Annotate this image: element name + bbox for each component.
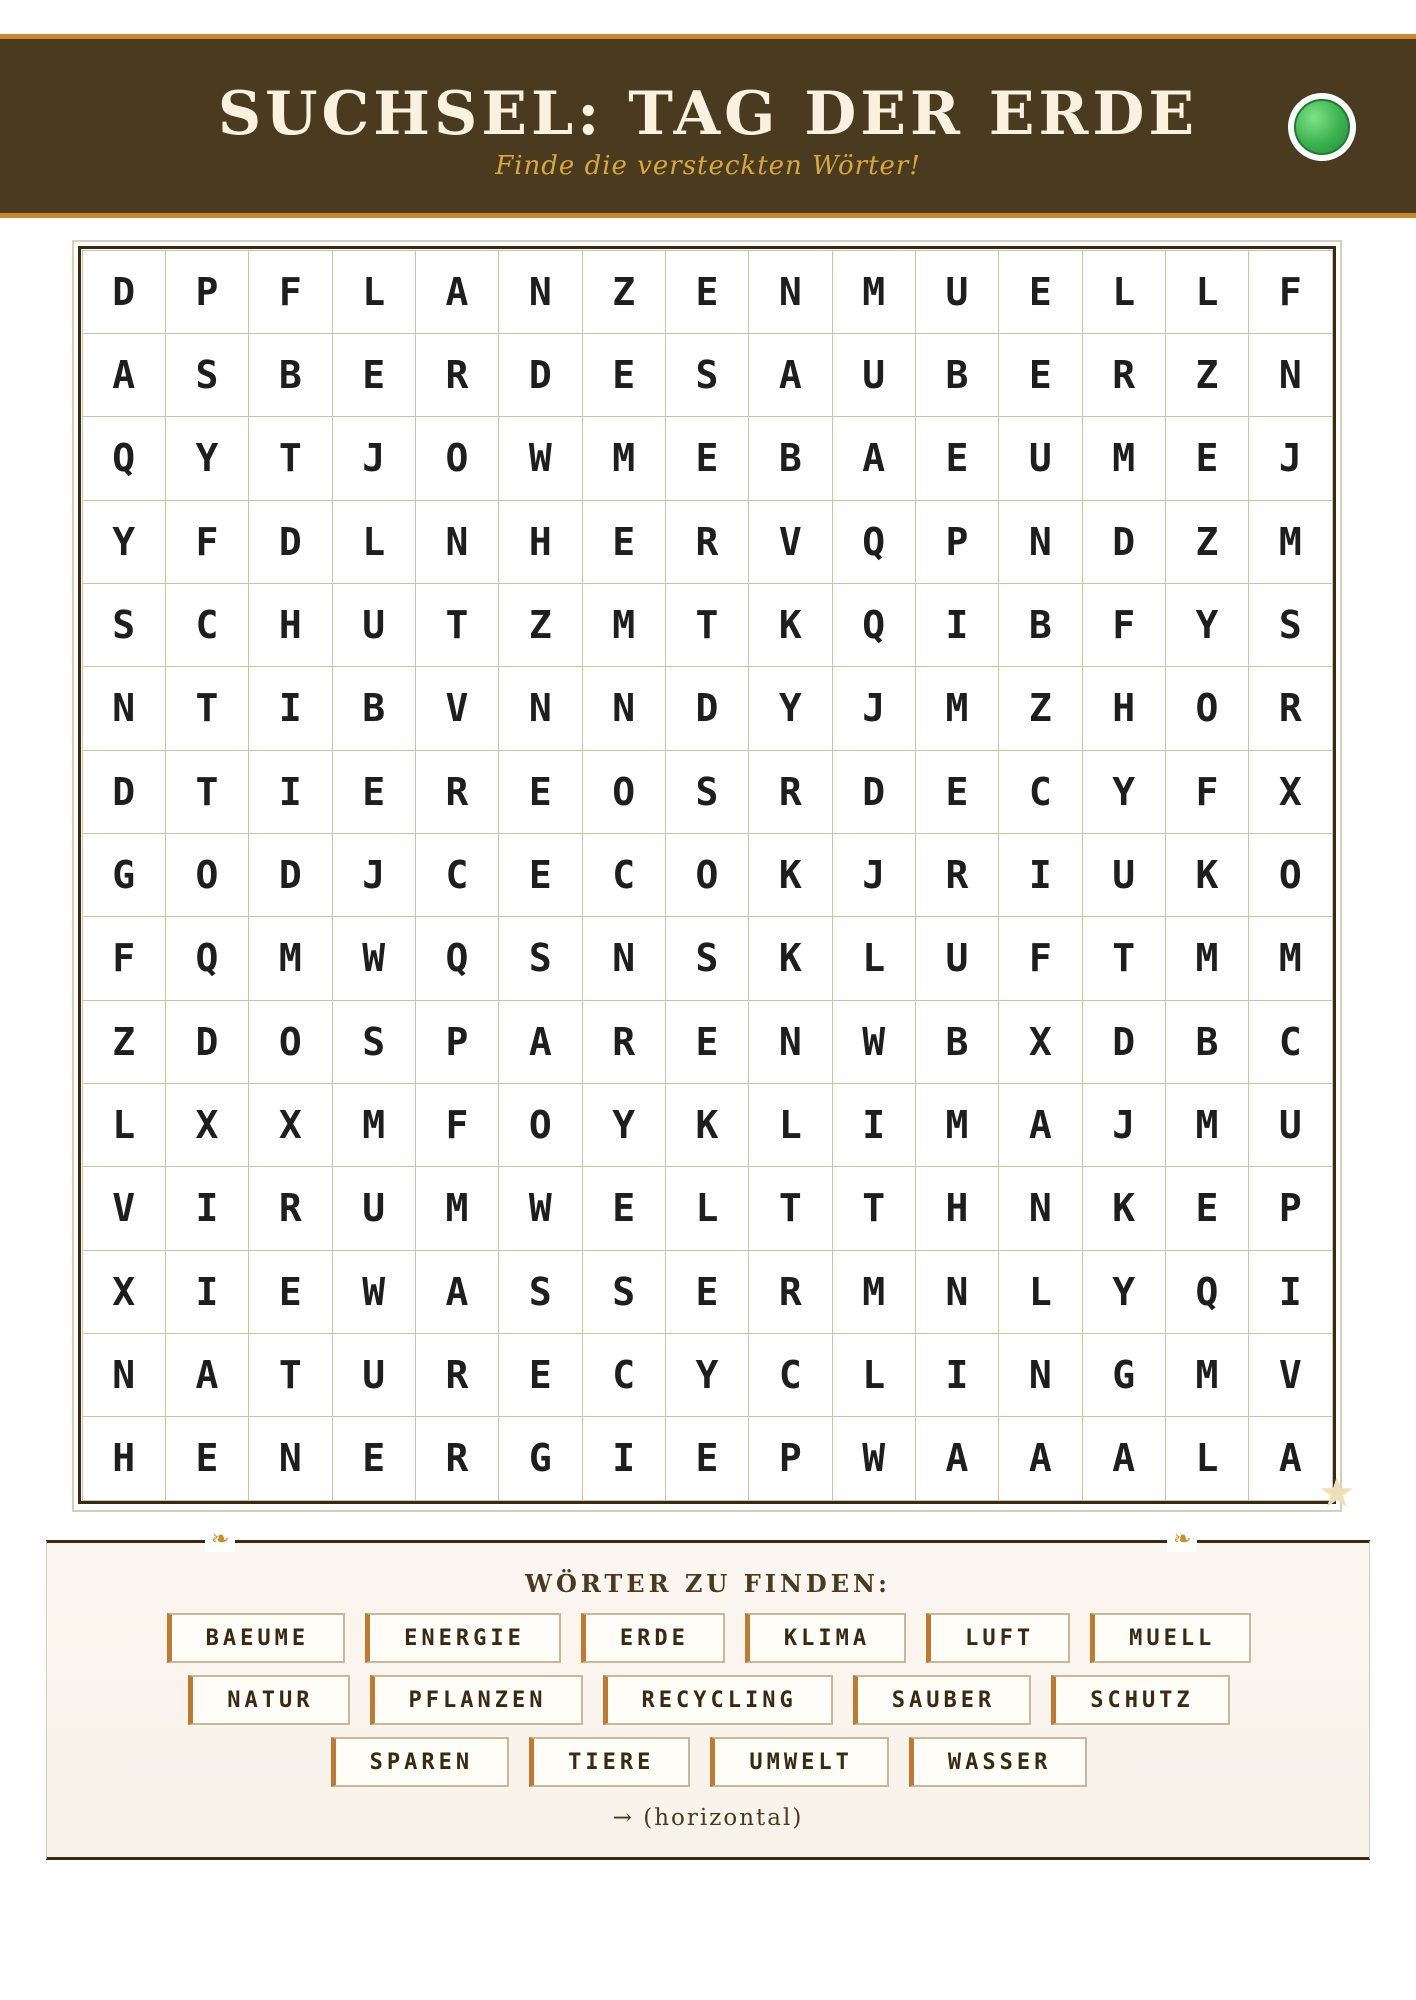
word-tag: ERDE: [581, 1613, 725, 1663]
grid-cell[interactable]: M: [1248, 916, 1332, 1000]
grid-cell[interactable]: V: [415, 666, 499, 750]
grid-cell[interactable]: M: [915, 666, 999, 750]
word-tag: NATUR: [188, 1675, 349, 1725]
grid-cell[interactable]: Z: [498, 583, 582, 667]
grid-cell[interactable]: Q: [165, 916, 249, 1000]
grid-cell[interactable]: E: [582, 1166, 666, 1250]
grid-cell[interactable]: B: [748, 416, 832, 500]
grid-cell[interactable]: Y: [1165, 583, 1249, 667]
word-tag: SAUBER: [853, 1675, 1031, 1725]
grid-cell[interactable]: U: [832, 333, 916, 417]
grid-cell[interactable]: U: [915, 916, 999, 1000]
word-tag: KLIMA: [745, 1613, 906, 1663]
letter-grid: [78, 246, 1336, 1504]
grid-cell[interactable]: M: [915, 1083, 999, 1167]
grid-cell[interactable]: X: [1248, 750, 1332, 834]
grid-cell[interactable]: W: [332, 1250, 416, 1334]
grid-cell[interactable]: A: [1248, 1416, 1332, 1500]
grid-cell[interactable]: Z: [1165, 500, 1249, 584]
grid-cell[interactable]: N: [82, 666, 166, 750]
grid-cell[interactable]: Q: [1165, 1250, 1249, 1334]
grid-cell[interactable]: L: [1165, 250, 1249, 334]
grid-cell[interactable]: C: [1248, 1000, 1332, 1084]
grid-cell[interactable]: S: [582, 1250, 666, 1334]
grid-cell[interactable]: D: [82, 750, 166, 834]
grid-cell[interactable]: T: [1082, 916, 1166, 1000]
word-list: [107, 1613, 1311, 1787]
grid-cell[interactable]: F: [248, 250, 332, 334]
grid-cell[interactable]: N: [82, 1333, 166, 1417]
page-title: SUCHSEL: TAG DER ERDE: [217, 79, 1199, 149]
grid-cell[interactable]: Y: [82, 500, 166, 584]
grid-cell[interactable]: W: [832, 1416, 916, 1500]
grid-cell[interactable]: Z: [1165, 333, 1249, 417]
leaf-ornament-icon: ❧: [205, 1527, 235, 1552]
grid-cell[interactable]: S: [332, 1000, 416, 1084]
grid-cell[interactable]: W: [498, 1166, 582, 1250]
grid-cell[interactable]: R: [1248, 666, 1332, 750]
grid-cell[interactable]: R: [415, 333, 499, 417]
grid-cell[interactable]: N: [415, 500, 499, 584]
grid-cell[interactable]: R: [748, 750, 832, 834]
grid-cell[interactable]: E: [498, 833, 582, 917]
grid-cell[interactable]: E: [498, 750, 582, 834]
word-tag: UMWELT: [710, 1737, 888, 1787]
grid-cell[interactable]: D: [498, 333, 582, 417]
word-tag: LUFT: [926, 1613, 1070, 1663]
grid-cell[interactable]: N: [248, 1416, 332, 1500]
grid-cell[interactable]: U: [332, 583, 416, 667]
grid-cell[interactable]: K: [1165, 833, 1249, 917]
grid-cell[interactable]: C: [748, 1333, 832, 1417]
grid-cell[interactable]: E: [582, 500, 666, 584]
word-tag: ENERGIE: [365, 1613, 561, 1663]
grid-cell[interactable]: T: [665, 583, 749, 667]
grid-cell[interactable]: I: [1248, 1250, 1332, 1334]
grid-cell[interactable]: K: [748, 916, 832, 1000]
grid-cell[interactable]: I: [248, 750, 332, 834]
grid-cell[interactable]: A: [998, 1416, 1082, 1500]
grid-cell[interactable]: V: [82, 1166, 166, 1250]
grid-cell[interactable]: N: [998, 1333, 1082, 1417]
grid-cell[interactable]: R: [1082, 333, 1166, 417]
grid-cell[interactable]: B: [332, 666, 416, 750]
word-tag: SPAREN: [331, 1737, 509, 1787]
grid-cell[interactable]: A: [998, 1083, 1082, 1167]
grid-cell[interactable]: S: [82, 583, 166, 667]
grid-cell[interactable]: U: [1082, 833, 1166, 917]
grid-cell[interactable]: W: [832, 1000, 916, 1084]
grid-cell[interactable]: Z: [582, 250, 666, 334]
grid-cell[interactable]: S: [665, 333, 749, 417]
grid-cell[interactable]: T: [832, 1166, 916, 1250]
word-tag: SCHUTZ: [1051, 1675, 1229, 1725]
grid-cell[interactable]: Y: [748, 666, 832, 750]
grid-cell[interactable]: M: [832, 1250, 916, 1334]
grid-cell[interactable]: Q: [832, 500, 916, 584]
grid-cell[interactable]: E: [665, 1000, 749, 1084]
grid-cell[interactable]: P: [748, 1416, 832, 1500]
grid-cell[interactable]: Y: [1082, 1250, 1166, 1334]
grid-cell[interactable]: K: [665, 1083, 749, 1167]
grid-cell[interactable]: I: [915, 583, 999, 667]
grid-cell[interactable]: L: [82, 1083, 166, 1167]
grid-cell[interactable]: Q: [415, 916, 499, 1000]
grid-cell[interactable]: R: [248, 1166, 332, 1250]
grid-cell[interactable]: L: [1082, 250, 1166, 334]
grid-cell[interactable]: R: [665, 500, 749, 584]
grid-cell[interactable]: O: [1248, 833, 1332, 917]
grid-cell[interactable]: P: [915, 500, 999, 584]
grid-cell[interactable]: H: [248, 583, 332, 667]
grid-cell[interactable]: M: [1248, 500, 1332, 584]
grid-cell[interactable]: E: [998, 333, 1082, 417]
grid-cell[interactable]: T: [165, 666, 249, 750]
status-indicator-icon: [1288, 93, 1356, 161]
grid-cell[interactable]: O: [1165, 666, 1249, 750]
grid-cell[interactable]: H: [915, 1166, 999, 1250]
grid-cell[interactable]: S: [665, 916, 749, 1000]
grid-cell[interactable]: H: [82, 1416, 166, 1500]
grid-cell[interactable]: W: [332, 916, 416, 1000]
grid-cell[interactable]: A: [748, 333, 832, 417]
word-tag: TIERE: [529, 1737, 690, 1787]
grid-cell[interactable]: L: [832, 916, 916, 1000]
grid-cell[interactable]: P: [1248, 1166, 1332, 1250]
grid-cell[interactable]: L: [332, 250, 416, 334]
grid-cell[interactable]: E: [498, 1333, 582, 1417]
grid-cell[interactable]: X: [165, 1083, 249, 1167]
grid-cell[interactable]: S: [498, 916, 582, 1000]
grid-cell[interactable]: A: [1082, 1416, 1166, 1500]
grid-cell[interactable]: J: [1248, 416, 1332, 500]
grid-cell[interactable]: N: [748, 250, 832, 334]
grid-cell[interactable]: A: [498, 1000, 582, 1084]
grid-cell[interactable]: I: [832, 1083, 916, 1167]
grid-cell[interactable]: K: [748, 833, 832, 917]
grid-cell[interactable]: M: [582, 416, 666, 500]
grid-cell[interactable]: P: [415, 1000, 499, 1084]
grid-cell[interactable]: B: [248, 333, 332, 417]
grid-cell[interactable]: E: [665, 1416, 749, 1500]
grid-cell[interactable]: C: [415, 833, 499, 917]
grid-cell[interactable]: M: [248, 916, 332, 1000]
grid-cell[interactable]: F: [415, 1083, 499, 1167]
grid-cell[interactable]: B: [915, 333, 999, 417]
grid-cell[interactable]: S: [498, 1250, 582, 1334]
grid-cell[interactable]: C: [165, 583, 249, 667]
grid-cell[interactable]: E: [332, 1416, 416, 1500]
grid-cell[interactable]: O: [248, 1000, 332, 1084]
grid-cell[interactable]: A: [415, 1250, 499, 1334]
grid-cell[interactable]: O: [415, 416, 499, 500]
grid-cell[interactable]: A: [832, 416, 916, 500]
grid-cell[interactable]: N: [582, 666, 666, 750]
grid-cell[interactable]: F: [1248, 250, 1332, 334]
grid-cell[interactable]: J: [832, 666, 916, 750]
grid-cell[interactable]: T: [415, 583, 499, 667]
grid-cell[interactable]: R: [748, 1250, 832, 1334]
grid-cell[interactable]: D: [832, 750, 916, 834]
grid-cell[interactable]: E: [582, 333, 666, 417]
grid-cell[interactable]: T: [165, 750, 249, 834]
grid-cell[interactable]: B: [1165, 1000, 1249, 1084]
grid-cell[interactable]: E: [248, 1250, 332, 1334]
word-list-panel: [46, 1527, 1370, 1860]
grid-cell[interactable]: J: [832, 833, 916, 917]
grid-cell[interactable]: I: [582, 1416, 666, 1500]
grid-cell[interactable]: U: [332, 1333, 416, 1417]
grid-cell[interactable]: R: [415, 750, 499, 834]
word-tag: BAEUME: [167, 1613, 345, 1663]
grid-cell[interactable]: E: [665, 416, 749, 500]
grid-cell[interactable]: M: [1082, 416, 1166, 500]
grid-cell[interactable]: D: [1082, 500, 1166, 584]
grid-cell[interactable]: E: [998, 250, 1082, 334]
grid-cell[interactable]: D: [248, 833, 332, 917]
grid-cell[interactable]: A: [415, 250, 499, 334]
grid-cell[interactable]: C: [582, 1333, 666, 1417]
grid-cell[interactable]: S: [665, 750, 749, 834]
grid-cell[interactable]: Y: [1082, 750, 1166, 834]
grid-cell[interactable]: N: [998, 1166, 1082, 1250]
grid-cell[interactable]: Y: [582, 1083, 666, 1167]
grid-cell[interactable]: N: [582, 916, 666, 1000]
grid-cell[interactable]: T: [748, 1166, 832, 1250]
grid-cell[interactable]: T: [248, 1333, 332, 1417]
grid-cell[interactable]: J: [1082, 1083, 1166, 1167]
grid-cell[interactable]: N: [748, 1000, 832, 1084]
grid-cell[interactable]: L: [665, 1166, 749, 1250]
grid-cell[interactable]: O: [665, 833, 749, 917]
grid-cell[interactable]: I: [998, 833, 1082, 917]
grid-cell[interactable]: D: [1082, 1000, 1166, 1084]
grid-cell[interactable]: C: [582, 833, 666, 917]
grid-cell[interactable]: U: [1248, 1083, 1332, 1167]
grid-cell[interactable]: M: [1165, 916, 1249, 1000]
grid-cell[interactable]: V: [1248, 1333, 1332, 1417]
grid-cell[interactable]: F: [998, 916, 1082, 1000]
grid-cell[interactable]: D: [248, 500, 332, 584]
grid-cell[interactable]: M: [1165, 1083, 1249, 1167]
grid-cell[interactable]: I: [915, 1333, 999, 1417]
grid-cell[interactable]: S: [165, 333, 249, 417]
grid-cell[interactable]: U: [998, 416, 1082, 500]
grid-cell[interactable]: O: [498, 1083, 582, 1167]
grid-cell[interactable]: E: [665, 250, 749, 334]
grid-cell[interactable]: L: [332, 500, 416, 584]
grid-cell[interactable]: F: [82, 916, 166, 1000]
word-list-heading: WÖRTER ZU FINDEN:: [525, 1569, 891, 1598]
grid-cell[interactable]: P: [165, 250, 249, 334]
grid-cell[interactable]: E: [332, 333, 416, 417]
grid-cell[interactable]: I: [248, 666, 332, 750]
grid-cell[interactable]: K: [748, 583, 832, 667]
grid-cell[interactable]: T: [248, 416, 332, 500]
grid-cell[interactable]: X: [248, 1083, 332, 1167]
grid-cell[interactable]: L: [1165, 1416, 1249, 1500]
grid-cell[interactable]: F: [1082, 583, 1166, 667]
grid-cell[interactable]: G: [82, 833, 166, 917]
grid-cell[interactable]: J: [332, 833, 416, 917]
grid-cell[interactable]: E: [915, 750, 999, 834]
grid-cell[interactable]: Q: [832, 583, 916, 667]
grid-cell[interactable]: F: [1165, 750, 1249, 834]
grid-cell[interactable]: D: [665, 666, 749, 750]
grid-cell[interactable]: M: [582, 583, 666, 667]
grid-cell[interactable]: E: [332, 750, 416, 834]
grid-cell[interactable]: Z: [82, 1000, 166, 1084]
grid-cell[interactable]: F: [165, 500, 249, 584]
grid-cell[interactable]: I: [165, 1250, 249, 1334]
grid-cell[interactable]: M: [832, 250, 916, 334]
grid-cell[interactable]: D: [82, 250, 166, 334]
word-tag: PFLANZEN: [370, 1675, 583, 1725]
grid-cell[interactable]: U: [332, 1166, 416, 1250]
grid-cell[interactable]: E: [165, 1416, 249, 1500]
grid-cell[interactable]: S: [1248, 583, 1332, 667]
grid-cell[interactable]: N: [498, 250, 582, 334]
grid-cell[interactable]: R: [415, 1333, 499, 1417]
grid-cell[interactable]: R: [415, 1416, 499, 1500]
grid-cell[interactable]: A: [915, 1416, 999, 1500]
word-tag: WASSER: [909, 1737, 1087, 1787]
word-tag: MUELL: [1090, 1613, 1251, 1663]
grid-cell[interactable]: X: [998, 1000, 1082, 1084]
grid-cell[interactable]: Y: [665, 1333, 749, 1417]
grid-cell[interactable]: H: [1082, 666, 1166, 750]
grid-cell[interactable]: L: [832, 1333, 916, 1417]
grid-cell[interactable]: E: [1165, 416, 1249, 500]
grid-cell[interactable]: V: [748, 500, 832, 584]
star-icon: ★: [1318, 1468, 1356, 1517]
grid-cell[interactable]: N: [1248, 333, 1332, 417]
grid-cell[interactable]: J: [332, 416, 416, 500]
grid-cell[interactable]: E: [915, 416, 999, 500]
grid-cell[interactable]: M: [332, 1083, 416, 1167]
grid-cell[interactable]: O: [165, 833, 249, 917]
grid-cell[interactable]: N: [915, 1250, 999, 1334]
grid-cell[interactable]: E: [665, 1250, 749, 1334]
grid-cell[interactable]: M: [415, 1166, 499, 1250]
grid-cell[interactable]: O: [582, 750, 666, 834]
grid-cell[interactable]: R: [582, 1000, 666, 1084]
grid-cell[interactable]: A: [82, 333, 166, 417]
grid-cell[interactable]: N: [498, 666, 582, 750]
grid-cell[interactable]: X: [82, 1250, 166, 1334]
grid-cell[interactable]: Q: [82, 416, 166, 500]
leaf-ornament-icon: ❧: [1167, 1527, 1197, 1552]
grid-cell[interactable]: L: [748, 1083, 832, 1167]
grid-cell[interactable]: C: [998, 750, 1082, 834]
direction-hint: → (horizontal): [612, 1805, 804, 1831]
grid-cell[interactable]: D: [165, 1000, 249, 1084]
grid-cell[interactable]: A: [165, 1333, 249, 1417]
grid-cell[interactable]: K: [1082, 1166, 1166, 1250]
grid-cell[interactable]: W: [498, 416, 582, 500]
grid-cell[interactable]: G: [1082, 1333, 1166, 1417]
grid-cell[interactable]: U: [915, 250, 999, 334]
page-subtitle: Finde die versteckten Wörter!: [495, 151, 921, 181]
grid-cell[interactable]: I: [165, 1166, 249, 1250]
grid-cell[interactable]: R: [915, 833, 999, 917]
grid-cell[interactable]: Z: [998, 666, 1082, 750]
header-banner: [0, 34, 1416, 218]
grid-cell[interactable]: G: [498, 1416, 582, 1500]
grid-cell[interactable]: L: [998, 1250, 1082, 1334]
grid-cell[interactable]: E: [1165, 1166, 1249, 1250]
grid-cell[interactable]: B: [915, 1000, 999, 1084]
word-tag: RECYCLING: [603, 1675, 833, 1725]
grid-cell[interactable]: N: [998, 500, 1082, 584]
grid-cell[interactable]: B: [998, 583, 1082, 667]
grid-cell[interactable]: Y: [165, 416, 249, 500]
grid-cell[interactable]: H: [498, 500, 582, 584]
grid-cell[interactable]: M: [1165, 1333, 1249, 1417]
